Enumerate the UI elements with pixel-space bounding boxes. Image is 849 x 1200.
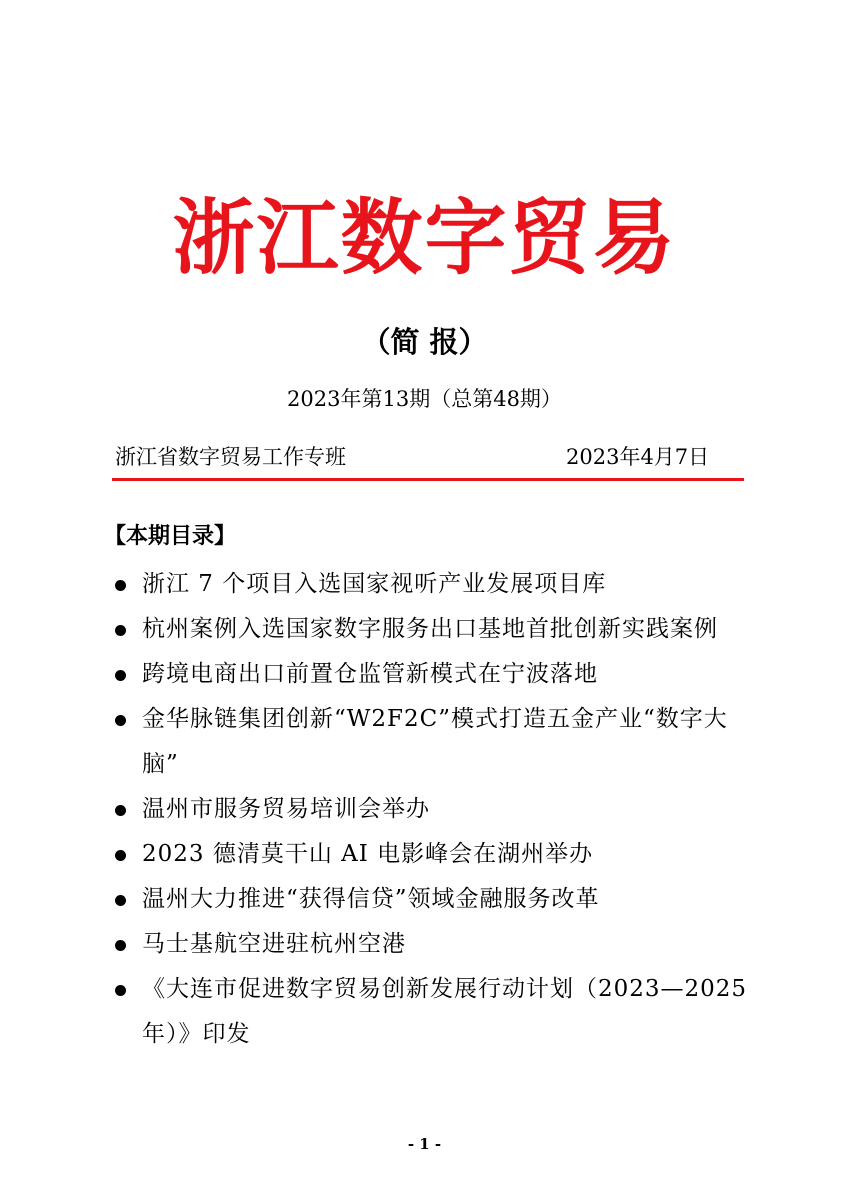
masthead-title: 浙江数字贸易 bbox=[172, 190, 677, 286]
black-dot-icon bbox=[115, 625, 126, 636]
toc-heading: 【本期目录】 bbox=[104, 524, 237, 549]
toc-item bbox=[112, 967, 752, 1057]
toc-item bbox=[112, 697, 752, 787]
table-of-contents bbox=[112, 562, 752, 1057]
toc-item-text: 温州大力推进“获得信贷”领域金融服务改革 bbox=[142, 886, 600, 912]
issue-date: 2023年4月7日 bbox=[566, 445, 710, 469]
toc-item bbox=[112, 787, 752, 832]
toc-item bbox=[112, 922, 752, 967]
issuing-organization: 浙江省数字贸易工作专班 bbox=[115, 445, 346, 469]
toc-item bbox=[112, 607, 752, 652]
toc-item-text: 马士基航空进驻杭州空港 bbox=[142, 931, 406, 957]
toc-item-text: 温州市服务贸易培训会举办 bbox=[142, 796, 430, 822]
black-dot-icon bbox=[115, 940, 126, 951]
page-number: - 1 - bbox=[407, 1135, 442, 1153]
black-dot-icon bbox=[115, 985, 126, 996]
black-dot-icon bbox=[115, 805, 126, 816]
black-dot-icon bbox=[115, 850, 126, 861]
toc-item-text: 《大连市促进数字贸易创新发展行动计划（2023—2025 年）》印发 bbox=[142, 976, 748, 1047]
toc-item-text: 2023 德清莫干山 AI 电影峰会在湖州举办 bbox=[142, 841, 594, 867]
toc-item-text: 金华脉链集团创新“W2F2C”模式打造五金产业“数字大脑” bbox=[142, 706, 728, 777]
black-dot-icon bbox=[115, 715, 126, 726]
toc-item-text: 杭州案例入选国家数字服务出口基地首批创新实践案例 bbox=[142, 616, 718, 642]
issue-number: 2023年第13期（总第48期） bbox=[287, 387, 562, 411]
red-divider-rule bbox=[112, 478, 744, 481]
toc-item bbox=[112, 562, 752, 607]
black-dot-icon bbox=[115, 580, 126, 591]
toc-item bbox=[112, 877, 752, 922]
toc-item-text: 浙江 7 个项目入选国家视听产业发展项目库 bbox=[142, 571, 607, 597]
masthead-subtitle: （简 报） bbox=[361, 325, 488, 359]
toc-item bbox=[112, 832, 752, 877]
toc-item bbox=[112, 652, 752, 697]
toc-item-text: 跨境电商出口前置仓监管新模式在宁波落地 bbox=[142, 661, 598, 687]
black-dot-icon bbox=[115, 670, 126, 681]
black-dot-icon bbox=[115, 895, 126, 906]
